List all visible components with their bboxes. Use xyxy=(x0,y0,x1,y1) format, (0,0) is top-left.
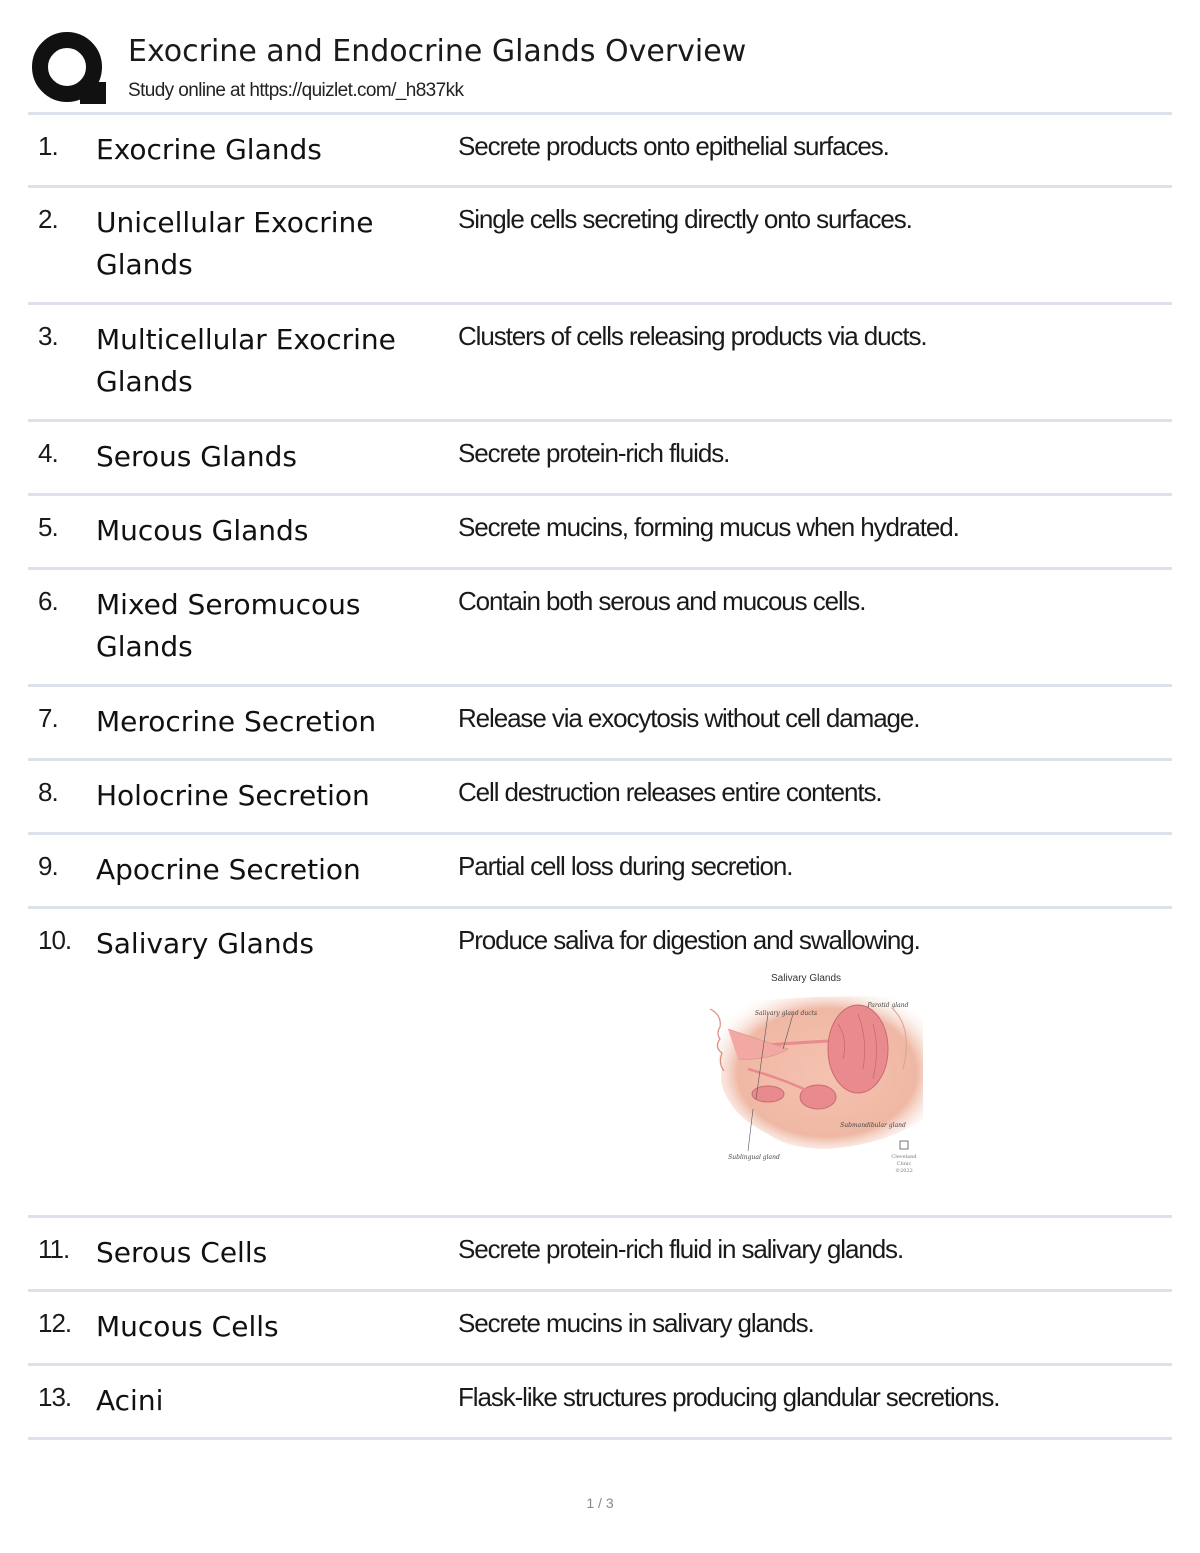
card-row xyxy=(28,687,1172,761)
card-row xyxy=(28,496,1172,570)
card-row xyxy=(28,1366,1172,1440)
illustration-credit: ©2022 xyxy=(895,1168,913,1174)
card-definition: Secrete protein-rich fluids. xyxy=(458,438,730,468)
card-row xyxy=(28,115,1172,188)
card-row xyxy=(28,570,1172,687)
card-term: Salivary Glands xyxy=(96,927,314,960)
card-definition: Secrete mucins, forming mucus when hydrated. xyxy=(458,512,959,542)
card-definition: Single cells secreting directly onto surfaces. xyxy=(458,204,912,234)
card-definition: Cell destruction releases entire contents. xyxy=(458,777,882,807)
illustration-credit: Clinic xyxy=(896,1161,912,1167)
illustration-label: Parotid gland xyxy=(867,1002,909,1009)
quizlet-logo-icon xyxy=(30,30,108,108)
card-row xyxy=(28,188,1172,305)
salivary-glands-illustration xyxy=(698,969,928,1179)
card-term: Serous Cells xyxy=(96,1236,268,1269)
card-number: 1. xyxy=(38,131,58,161)
illustration-label: Sublingual gland xyxy=(728,1154,780,1161)
card-term: Merocrine Secretion xyxy=(96,705,377,738)
study-link[interactable]: Study online at https://quizlet.com/_h837kk xyxy=(128,80,464,101)
card-term: Serous Glands xyxy=(96,440,298,473)
card-term: Holocrine Secretion xyxy=(96,779,370,812)
card-number: 7. xyxy=(38,703,58,733)
card-row xyxy=(28,305,1172,422)
card-row xyxy=(28,1292,1172,1366)
card-definition: Produce saliva for digestion and swallowing. xyxy=(458,925,920,955)
card-definition: Clusters of cells releasing products via ducts. xyxy=(458,321,927,351)
card-term: Apocrine Secretion xyxy=(96,853,361,886)
card-number: 2. xyxy=(38,204,58,234)
illustration-label: Submandibular gland xyxy=(840,1122,906,1129)
card-number: 6. xyxy=(38,586,58,616)
card-row xyxy=(28,835,1172,909)
card-row xyxy=(28,761,1172,835)
card-number: 11. xyxy=(38,1234,70,1264)
card-number: 5. xyxy=(38,512,58,542)
page-number: 1 / 3 xyxy=(586,1495,614,1511)
card-term: Multicellular Exocrine Glands xyxy=(96,323,396,398)
card-row xyxy=(28,1218,1172,1292)
card-number: 4. xyxy=(38,438,58,468)
card-row xyxy=(28,909,1172,1218)
illustration-label: Salivary gland ducts xyxy=(754,1010,818,1017)
card-definition: Contain both serous and mucous cells. xyxy=(458,586,866,616)
page-header xyxy=(30,28,1172,112)
card-number: 8. xyxy=(38,777,58,807)
card-definition: Release via exocytosis without cell damage. xyxy=(458,703,920,733)
card-term: Acini xyxy=(96,1384,164,1417)
card-definition: Secrete protein-rich fluid in salivary glands. xyxy=(458,1234,904,1264)
card-term: Mixed Seromucous Glands xyxy=(96,588,361,663)
card-number: 10. xyxy=(38,925,72,955)
card-term: Mucous Cells xyxy=(96,1310,279,1343)
card-definition: Secrete products onto epithelial surfaces. xyxy=(458,131,889,161)
card-definition: Partial cell loss during secretion. xyxy=(458,851,793,881)
illustration-title: Salivary Glands xyxy=(770,973,842,984)
card-number: 9. xyxy=(38,851,58,881)
card-row xyxy=(28,422,1172,496)
card-number: 12. xyxy=(38,1308,72,1338)
card-number: 13. xyxy=(38,1382,72,1412)
card-term: Mucous Glands xyxy=(96,514,309,547)
card-number: 3. xyxy=(38,321,58,351)
illustration-credit: Cleveland xyxy=(891,1154,917,1160)
card-list xyxy=(28,115,1172,1440)
card-term: Unicellular Exocrine Glands xyxy=(96,206,374,281)
card-term: Exocrine Glands xyxy=(96,133,322,166)
card-definition: Secrete mucins in salivary glands. xyxy=(458,1308,814,1338)
page-title: Exocrine and Endocrine Glands Overview xyxy=(128,34,747,69)
card-definition: Flask-like structures producing glandular secretions. xyxy=(458,1382,1000,1412)
